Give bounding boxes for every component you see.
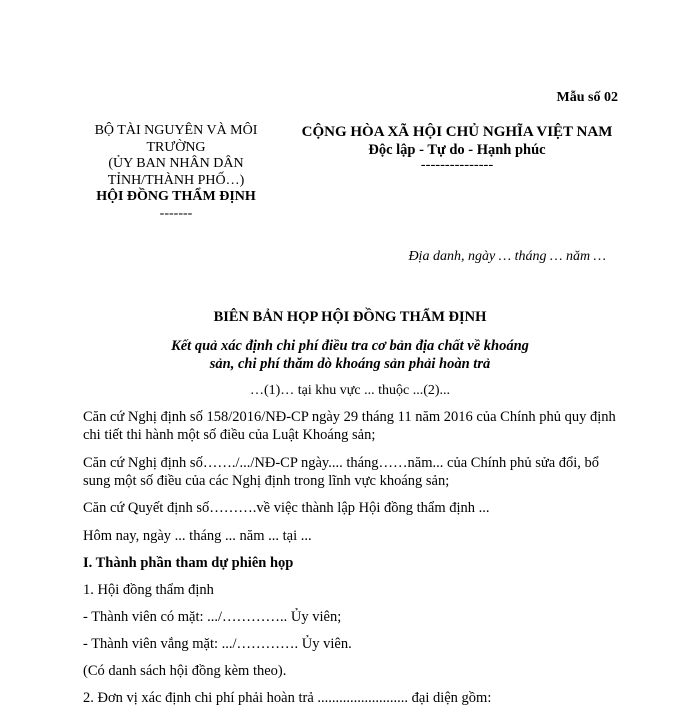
country-name: CỘNG HÒA XÃ HỘI CHỦ NGHĨA VIỆT NAM xyxy=(301,124,613,140)
ministry-name: BỘ TÀI NGUYÊN VÀ MÔI TRƯỜNG xyxy=(94,123,258,155)
legal-basis-paragraph-2: Căn cứ Nghị định số……./.../NĐ-CP ngày.... tháng……năm... của Chính phủ sửa đổi, bổ sung một số điều của các Nghị định trong lĩnh vực khoáng sản; xyxy=(83,455,600,489)
national-header xyxy=(282,123,632,171)
committee-name: (ỦY BAN NHÂN DÂN TỈNH/THÀNH PHỐ…) xyxy=(107,156,245,188)
members-present-line: - Thành viên có mặt: .../………….. Ủy viên; xyxy=(83,609,342,625)
document-title: BIÊN BẢN HỌP HỘI ĐỒNG THẨM ĐỊNH xyxy=(213,309,487,325)
issuing-agency-header xyxy=(76,123,276,222)
attached-list-note: (Có danh sách hội đồng kèm theo). xyxy=(83,663,287,679)
document-scope: …(1)… tại khu vực ... thuộc ...(2)... xyxy=(249,383,451,398)
meeting-date-paragraph: Hôm nay, ngày ... tháng ... năm ... tại ... xyxy=(83,528,312,544)
document-subtitle: Kết quả xác định chi phí điều tra cơ bản địa chất về khoáng sản, chi phí thăm dò khoáng sản phải hoàn trả xyxy=(171,338,529,372)
right-header-rule: --------------- xyxy=(420,157,494,173)
legal-basis-paragraph-1: Căn cứ Nghị định số 158/2016/NĐ-CP ngày 29 tháng 11 năm 2016 của Chính phủ quy định chi tiết thi hành một số điều của Luật Khoáng sản; xyxy=(83,409,616,443)
legal-basis-paragraph-3: Căn cứ Quyết định số……….về việc thành lập Hội đồng thẩm định ... xyxy=(83,500,490,516)
section-heading-participants: I. Thành phần tham dự phiên họp xyxy=(83,555,294,571)
left-header-rule: ------- xyxy=(159,205,193,221)
members-absent-line: - Thành viên vắng mặt: .../…………. Ủy viên. xyxy=(83,636,352,652)
national-motto: Độc lập - Tự do - Hạnh phúc xyxy=(368,142,546,158)
council-name: HỘI ĐỒNG THẨM ĐỊNH xyxy=(96,189,256,204)
form-code: Mẫu số 02 xyxy=(556,90,618,105)
item-council: 1. Hội đồng thẩm định xyxy=(83,582,214,598)
item-reimbursement-unit: 2. Đơn vị xác định chi phí phải hoàn trả ......................... đại diện gồm: xyxy=(83,690,492,706)
place-date-line: Địa danh, ngày … tháng … năm … xyxy=(408,249,606,264)
